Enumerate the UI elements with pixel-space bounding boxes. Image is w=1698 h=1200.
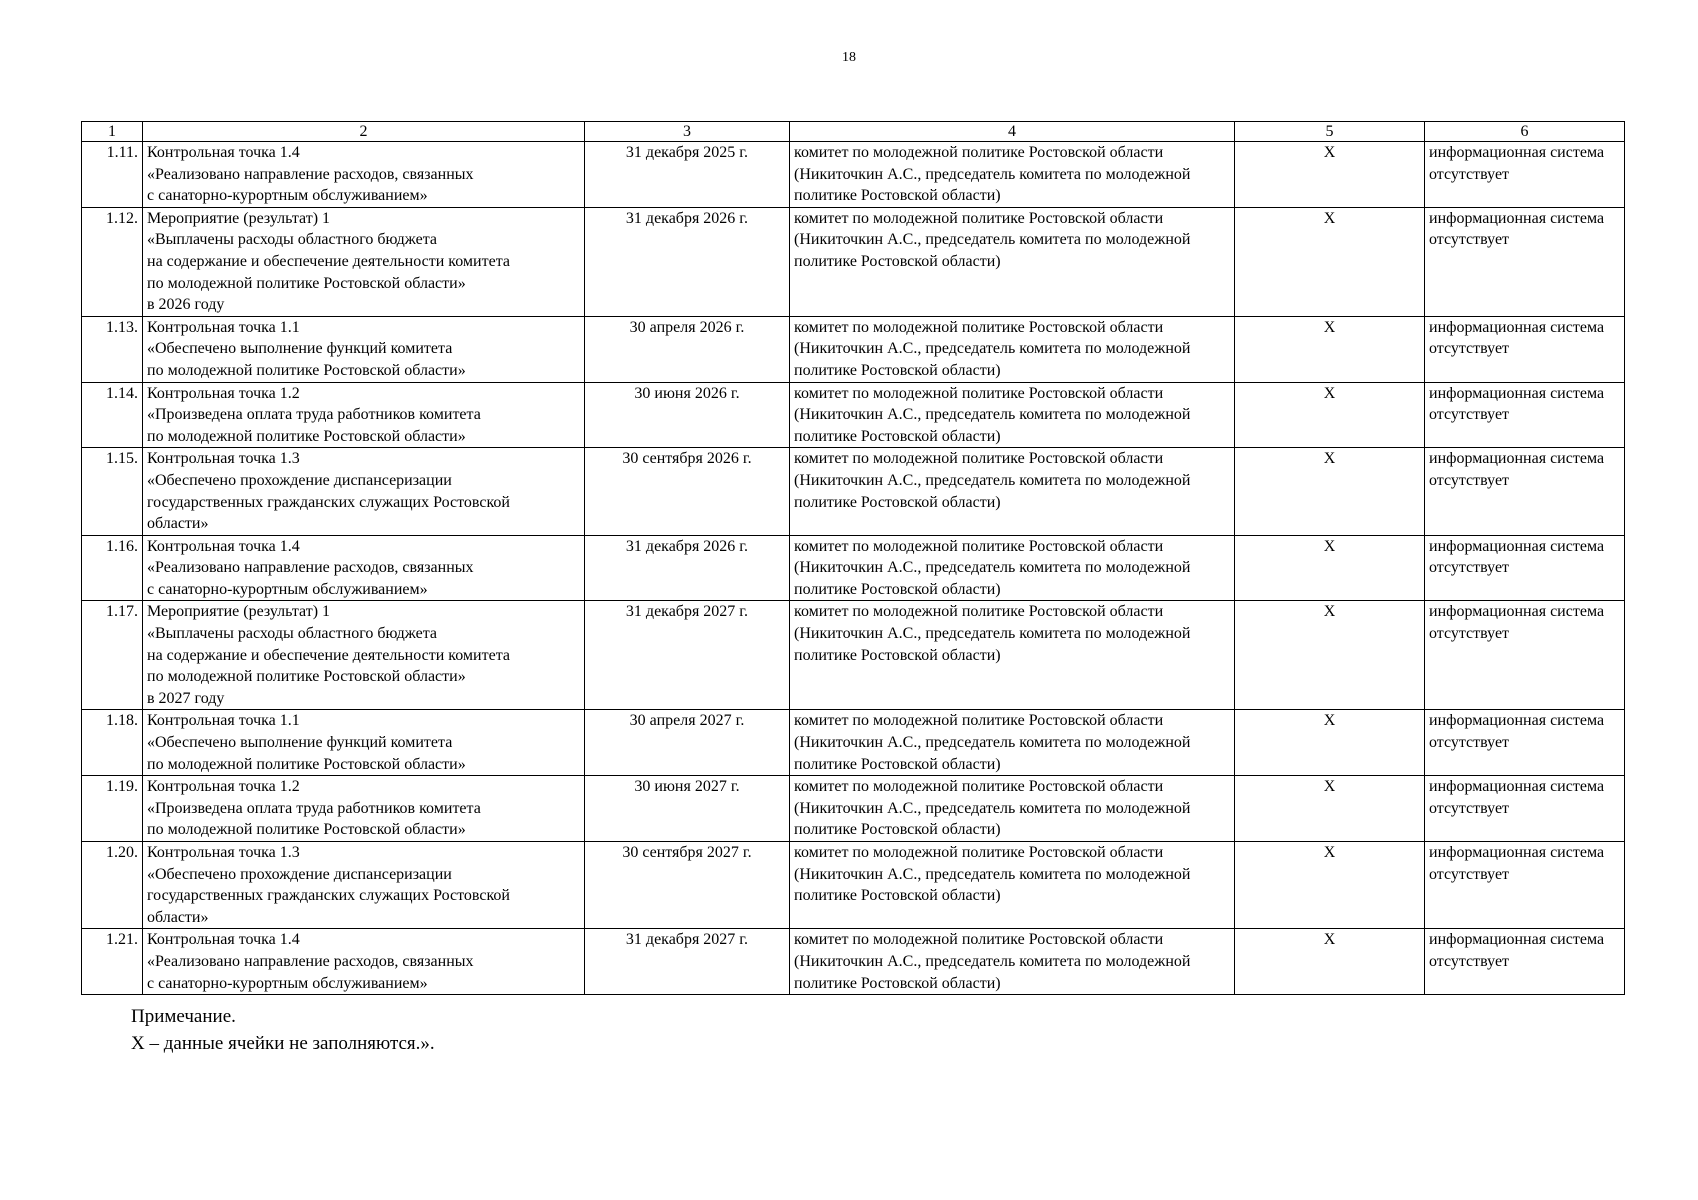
table-row (82, 535, 1625, 601)
event-name-line: по молодежной политике Ростовской области» (147, 274, 466, 292)
header-cell: 4 (790, 122, 1235, 142)
event-name-line: Контрольная точка 1.2 (147, 778, 300, 796)
header-cell: 3 (585, 122, 790, 142)
deadline-cell: 30 сентября 2027 г. (585, 842, 790, 929)
responsible-cell (790, 448, 1235, 535)
row-number-cell: 1.11. (82, 142, 143, 208)
event-name-cell (143, 929, 585, 995)
info-system-line: информационная система (1429, 603, 1605, 621)
event-name-cell (143, 842, 585, 929)
event-name-line: по молодежной политике Ростовской области» (147, 668, 466, 686)
deadline-cell: 30 июня 2026 г. (585, 382, 790, 448)
info-system-cell (1425, 842, 1625, 929)
info-system-line: информационная система (1429, 318, 1605, 336)
responsible-line: политике Ростовской области) (794, 361, 1001, 379)
event-name-line: с санаторно-курортным обслуживанием» (147, 580, 428, 598)
event-name-line: по молодежной политике Ростовской области» (147, 361, 466, 379)
table-row (82, 601, 1625, 710)
responsible-line: (Никиточкин А.С., председатель комитета по молодежной (794, 471, 1191, 489)
header-cell: 2 (143, 122, 585, 142)
event-name-cell (143, 601, 585, 710)
event-name-cell (143, 207, 585, 316)
info-system-line: информационная система (1429, 209, 1605, 227)
responsible-line: (Никиточкин А.С., председатель комитета по молодежной (794, 165, 1191, 183)
table-row (82, 382, 1625, 448)
event-name-line: «Реализовано направление расходов, связанных (147, 952, 474, 970)
event-name-line: государственных гражданских служащих Ростовской (147, 493, 510, 511)
event-name-line: в 2026 году (147, 296, 225, 314)
row-number-cell: 1.20. (82, 842, 143, 929)
table-row (82, 207, 1625, 316)
row-number-cell: 1.16. (82, 535, 143, 601)
event-name-line: области» (147, 515, 209, 533)
responsible-line: (Никиточкин А.С., председатель комитета по молодежной (794, 406, 1191, 424)
event-name-line: Контрольная точка 1.4 (147, 931, 300, 949)
event-name-line: Контрольная точка 1.3 (147, 450, 300, 468)
event-name-line: на содержание и обеспечение деятельности комитета (147, 252, 510, 270)
responsible-cell (790, 601, 1235, 710)
info-system-cell (1425, 316, 1625, 382)
event-name-line: с санаторно-курортным обслуживанием» (147, 974, 428, 992)
deadline-cell: 31 декабря 2027 г. (585, 929, 790, 995)
responsible-line: политике Ростовской области) (794, 974, 1001, 992)
info-system-cell (1425, 207, 1625, 316)
responsible-line: комитет по молодежной политике Ростовской области (794, 144, 1164, 161)
responsible-line: комитет по молодежной политике Ростовской области (794, 931, 1164, 949)
responsible-line: политике Ростовской области) (794, 493, 1001, 511)
responsible-line: (Никиточкин А.С., председатель комитета по молодежной (794, 340, 1191, 358)
event-name-cell (143, 316, 585, 382)
info-system-line: отсутствует (1429, 559, 1510, 577)
responsible-cell (790, 316, 1235, 382)
event-name-cell (143, 710, 585, 776)
event-name-line: «Выплачены расходы областного бюджета (147, 231, 438, 249)
mark-cell: X (1235, 710, 1425, 776)
info-system-line: информационная система (1429, 450, 1605, 468)
event-name-cell (143, 776, 585, 842)
row-number-cell: 1.21. (82, 929, 143, 995)
event-name-line: области» (147, 908, 209, 926)
responsible-cell (790, 382, 1235, 448)
table-row (82, 776, 1625, 842)
event-name-line: «Обеспечено прохождение диспансеризации (147, 865, 452, 883)
mark-cell: X (1235, 776, 1425, 842)
info-system-cell (1425, 382, 1625, 448)
deadline-cell: 31 декабря 2025 г. (585, 142, 790, 208)
deadline-cell: 30 апреля 2026 г. (585, 316, 790, 382)
info-system-line: информационная система (1429, 844, 1605, 861)
info-system-cell (1425, 929, 1625, 995)
row-number-cell: 1.19. (82, 776, 143, 842)
info-system-line: отсутствует (1429, 865, 1510, 883)
event-name-line: Мероприятие (результат) 1 (147, 209, 331, 227)
deadline-cell: 30 сентября 2026 г. (585, 448, 790, 535)
info-system-cell (1425, 710, 1625, 776)
responsible-line: политике Ростовской области) (794, 252, 1001, 270)
event-name-line: «Реализовано направление расходов, связанных (147, 165, 474, 183)
info-system-line: отсутствует (1429, 165, 1510, 183)
event-name-line: на содержание и обеспечение деятельности комитета (147, 646, 510, 664)
info-system-line: информационная система (1429, 144, 1605, 161)
row-number-cell: 1.14. (82, 382, 143, 448)
mark-cell: X (1235, 448, 1425, 535)
responsible-cell (790, 929, 1235, 995)
responsible-line: политике Ростовской области) (794, 755, 1001, 773)
header-cell: 6 (1425, 122, 1625, 142)
info-system-line: отсутствует (1429, 471, 1510, 489)
info-system-cell (1425, 601, 1625, 710)
table-row (82, 710, 1625, 776)
responsible-line: (Никиточкин А.С., председатель комитета по молодежной (794, 559, 1191, 577)
row-number-cell: 1.12. (82, 207, 143, 316)
event-name-line: «Обеспечено прохождение диспансеризации (147, 471, 452, 489)
table-row (82, 316, 1625, 382)
info-system-line: отсутствует (1429, 952, 1510, 970)
info-system-cell (1425, 776, 1625, 842)
info-system-line: информационная система (1429, 931, 1605, 949)
event-name-line: Контрольная точка 1.1 (147, 712, 300, 730)
responsible-line: комитет по молодежной политике Ростовской области (794, 209, 1164, 227)
event-name-line: в 2027 году (147, 689, 225, 707)
info-system-line: отсутствует (1429, 799, 1510, 817)
info-system-line: информационная система (1429, 712, 1605, 730)
responsible-line: комитет по молодежной политике Ростовской области (794, 778, 1164, 796)
responsible-cell (790, 535, 1235, 601)
responsible-line: комитет по молодежной политике Ростовской области (794, 712, 1164, 730)
info-system-line: информационная система (1429, 778, 1605, 796)
mark-cell: X (1235, 601, 1425, 710)
event-name-line: с санаторно-курортным обслуживанием» (147, 187, 428, 205)
responsible-line: (Никиточкин А.С., председатель комитета по молодежной (794, 799, 1191, 817)
event-name-cell (143, 535, 585, 601)
event-name-line: «Реализовано направление расходов, связанных (147, 559, 474, 577)
note-title: Примечание. (131, 1006, 236, 1027)
event-name-line: государственных гражданских служащих Ростовской (147, 887, 510, 905)
responsible-line: (Никиточкин А.С., председатель комитета по молодежной (794, 231, 1191, 249)
responsible-line: комитет по молодежной политике Ростовской области (794, 603, 1164, 621)
responsible-line: политике Ростовской области) (794, 821, 1001, 839)
table-row (82, 142, 1625, 208)
event-name-line: Контрольная точка 1.2 (147, 384, 300, 402)
event-name-cell (143, 448, 585, 535)
page-number: 18 (842, 50, 856, 65)
mark-cell: X (1235, 382, 1425, 448)
responsible-line: (Никиточкин А.С., председатель комитета по молодежной (794, 952, 1191, 970)
info-system-line: отсутствует (1429, 406, 1510, 424)
event-name-line: Контрольная точка 1.4 (147, 144, 300, 161)
responsible-line: комитет по молодежной политике Ростовской области (794, 384, 1164, 402)
event-name-cell (143, 382, 585, 448)
event-name-line: «Выплачены расходы областного бюджета (147, 625, 438, 643)
table-header-row (82, 122, 1625, 142)
event-name-line: Контрольная точка 1.3 (147, 844, 300, 861)
responsible-cell (790, 207, 1235, 316)
row-number-cell: 1.15. (82, 448, 143, 535)
control-points-table (81, 121, 1625, 995)
mark-cell: X (1235, 207, 1425, 316)
event-name-line: «Произведена оплата труда работников комитета (147, 406, 481, 424)
event-name-line: Мероприятие (результат) 1 (147, 603, 331, 621)
mark-cell: X (1235, 535, 1425, 601)
deadline-cell: 30 апреля 2027 г. (585, 710, 790, 776)
header-cell: 5 (1235, 122, 1425, 142)
mark-cell: X (1235, 142, 1425, 208)
responsible-line: политике Ростовской области) (794, 646, 1001, 664)
info-system-cell (1425, 535, 1625, 601)
mark-cell: X (1235, 929, 1425, 995)
event-name-line: по молодежной политике Ростовской области» (147, 821, 466, 839)
responsible-line: политике Ростовской области) (794, 427, 1001, 445)
responsible-cell (790, 142, 1235, 208)
info-system-cell (1425, 142, 1625, 208)
event-name-line: по молодежной политике Ростовской области» (147, 755, 466, 773)
row-number-cell: 1.17. (82, 601, 143, 710)
mark-cell: X (1235, 316, 1425, 382)
event-name-line: Контрольная точка 1.4 (147, 537, 300, 555)
info-system-line: отсутствует (1429, 231, 1510, 249)
deadline-cell: 31 декабря 2026 г. (585, 535, 790, 601)
event-name-line: «Произведена оплата труда работников комитета (147, 799, 481, 817)
info-system-line: информационная система (1429, 384, 1605, 402)
responsible-line: комитет по молодежной политике Ростовской области (794, 450, 1164, 468)
responsible-cell (790, 776, 1235, 842)
responsible-line: политике Ростовской области) (794, 187, 1001, 205)
event-name-line: по молодежной политике Ростовской области» (147, 427, 466, 445)
table-row (82, 448, 1625, 535)
responsible-line: (Никиточкин А.С., председатель комитета по молодежной (794, 625, 1191, 643)
responsible-line: комитет по молодежной политике Ростовской области (794, 318, 1164, 336)
deadline-cell: 31 декабря 2026 г. (585, 207, 790, 316)
event-name-cell (143, 142, 585, 208)
info-system-line: отсутствует (1429, 734, 1510, 752)
deadline-cell: 31 декабря 2027 г. (585, 601, 790, 710)
table-row (82, 929, 1625, 995)
note-text: X – данные ячейки не заполняются.». (131, 1033, 435, 1054)
row-number-cell: 1.18. (82, 710, 143, 776)
responsible-cell (790, 710, 1235, 776)
header-cell: 1 (82, 122, 143, 142)
deadline-cell: 30 июня 2027 г. (585, 776, 790, 842)
row-number-cell: 1.13. (82, 316, 143, 382)
mark-cell: X (1235, 842, 1425, 929)
responsible-line: (Никиточкин А.С., председатель комитета по молодежной (794, 734, 1191, 752)
table-row (82, 842, 1625, 929)
info-system-cell (1425, 448, 1625, 535)
responsible-line: комитет по молодежной политике Ростовской области (794, 844, 1164, 861)
responsible-line: комитет по молодежной политике Ростовской области (794, 537, 1164, 555)
info-system-line: отсутствует (1429, 625, 1510, 643)
info-system-line: информационная система (1429, 537, 1605, 555)
event-name-line: Контрольная точка 1.1 (147, 318, 300, 336)
info-system-line: отсутствует (1429, 340, 1510, 358)
note (131, 1003, 435, 1057)
responsible-line: политике Ростовской области) (794, 887, 1001, 905)
responsible-line: (Никиточкин А.С., председатель комитета по молодежной (794, 865, 1191, 883)
responsible-cell (790, 842, 1235, 929)
event-name-line: «Обеспечено выполнение функций комитета (147, 340, 453, 358)
event-name-line: «Обеспечено выполнение функций комитета (147, 734, 453, 752)
responsible-line: политике Ростовской области) (794, 580, 1001, 598)
